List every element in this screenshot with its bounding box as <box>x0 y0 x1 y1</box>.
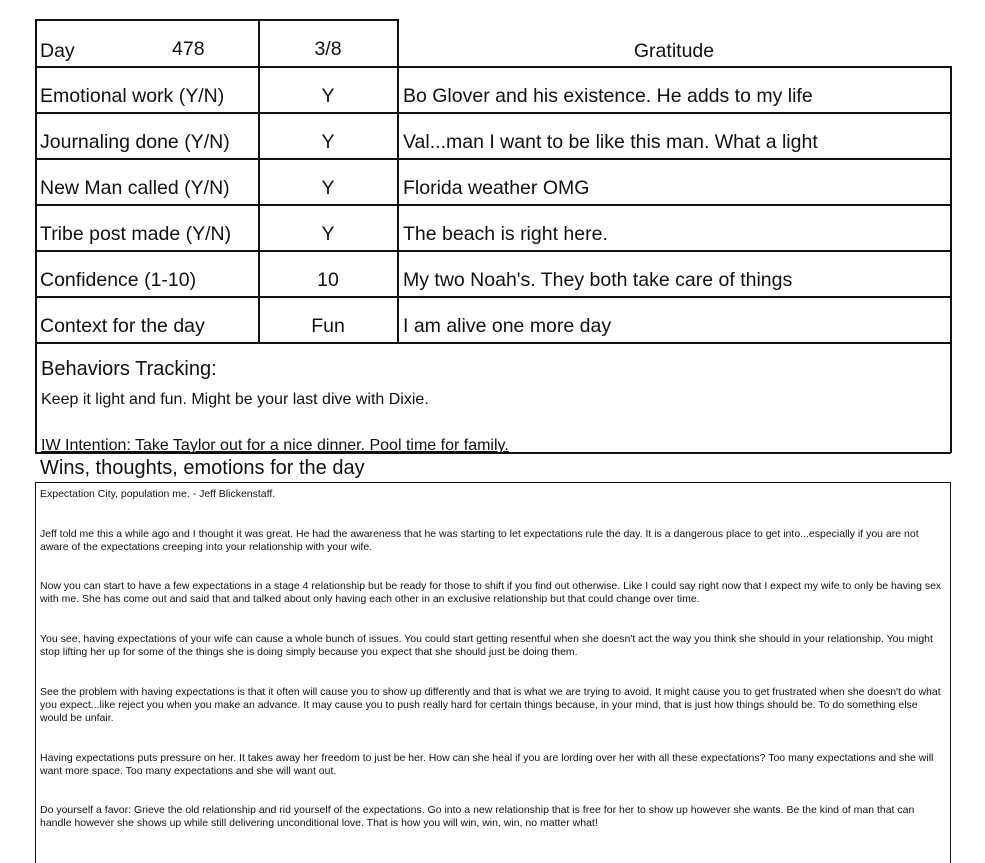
gratitude-border-top <box>398 66 951 68</box>
wins-paragraph: Now you can start to have a few expectations in a stage 4 relationship but be ready for those to shift if you find out otherwise. Like I could say right now that I expect my wife to only be having sex with me. She has come out and said that and talked about only having each other in an exclusive relationship but that could change over time. <box>40 580 942 605</box>
row-label-new-man-called: New Man called (Y/N) <box>40 177 230 199</box>
behaviors-text: Keep it light and fun. Might be your last dive with Dixie. <box>41 391 429 408</box>
wins-paragraph: Jeff told me this a while ago and I thought it was great. He had the awareness that he was starting to let expectations rule the day. It is a dangerous place to get into...especially if you are not aware of the expectations creeping into your relationship with your wife. <box>40 528 919 553</box>
row-value-context: Fun <box>311 315 345 337</box>
row-value-tribe-post: Y <box>321 223 335 245</box>
row-label-context: Context for the day <box>40 315 205 337</box>
iw-intention: IW Intention: Take Taylor out for a nice dinner. Pool time for family. <box>41 437 509 454</box>
wins-title: Wins, thoughts, emotions for the day <box>40 457 365 479</box>
row-separator <box>35 296 951 298</box>
row-value-new-man-called: Y <box>321 177 335 199</box>
gratitude-item: Val...man I want to be like this man. What a light <box>403 131 818 153</box>
row-separator <box>35 112 951 114</box>
gratitude-item: Florida weather OMG <box>403 177 590 199</box>
wins-paragraph: Expectation City, population me. - Jeff Blickenstaff. <box>40 488 276 500</box>
gratitude-item: My two Noah's. They both take care of things <box>403 269 793 291</box>
behaviors-title: Behaviors Tracking: <box>41 358 217 380</box>
row-label-emotional-work: Emotional work (Y/N) <box>40 85 225 107</box>
row-separator <box>35 66 399 68</box>
row-separator <box>35 250 951 252</box>
row-value-emotional-work: Y <box>321 85 335 107</box>
gratitude-item: I am alive one more day <box>403 315 612 337</box>
row-value-confidence: 10 <box>317 269 339 291</box>
row-label-tribe-post: Tribe post made (Y/N) <box>40 223 232 245</box>
row-label-journaling: Journaling done (Y/N) <box>40 131 230 153</box>
wins-paragraph: Having expectations puts pressure on her. It takes away her freedom to just be her. How can she heal if you are lording over her with all these expectations? Too many expectations and she will want more space. Too many expectations and she will want out. <box>40 752 934 777</box>
gratitude-heading: Gratitude <box>633 40 715 62</box>
wins-paragraph: Do yourself a favor: Grieve the old relationship and rid yourself of the expectations. Go into a new relationship that is free for her to show up however she wants. Be the kind of man that can handle however she shows up while still delivering unconditional love. That is how you will win, win, win, no matter what! <box>40 804 915 829</box>
row-value-journaling: Y <box>321 131 335 153</box>
gratitude-item: Bo Glover and his existence. He adds to my life <box>403 85 813 107</box>
day-number: 478 <box>172 38 205 60</box>
gratitude-item: The beach is right here. <box>403 223 608 245</box>
date-value: 3/8 <box>314 38 342 60</box>
day-label: Day <box>40 40 75 62</box>
wins-paragraph: You see, having expectations of your wife can cause a whole bunch of issues. You could start getting resentful when she doesn't act the way you think she should in your relationship. You might stop lifting her up for some of the things she is doing simply because you expect that she should just be doing them. <box>40 633 933 658</box>
table-border-right <box>950 66 952 453</box>
row-separator <box>35 204 951 206</box>
wins-paragraph: See the problem with having expectations is that it often will cause you to show up differently and that is what we are trying to avoid. It might cause you to get frustrated when she doesn't do what you expect...like reject you when you make an advance. It may cause you to push really hard for certain things because, in your mind, that is just how things should be. To do something else would be unfair. <box>40 686 941 724</box>
table-border-top <box>35 19 399 21</box>
row-label-confidence: Confidence (1-10) <box>40 269 197 291</box>
row-separator <box>35 342 951 344</box>
row-separator <box>35 158 951 160</box>
